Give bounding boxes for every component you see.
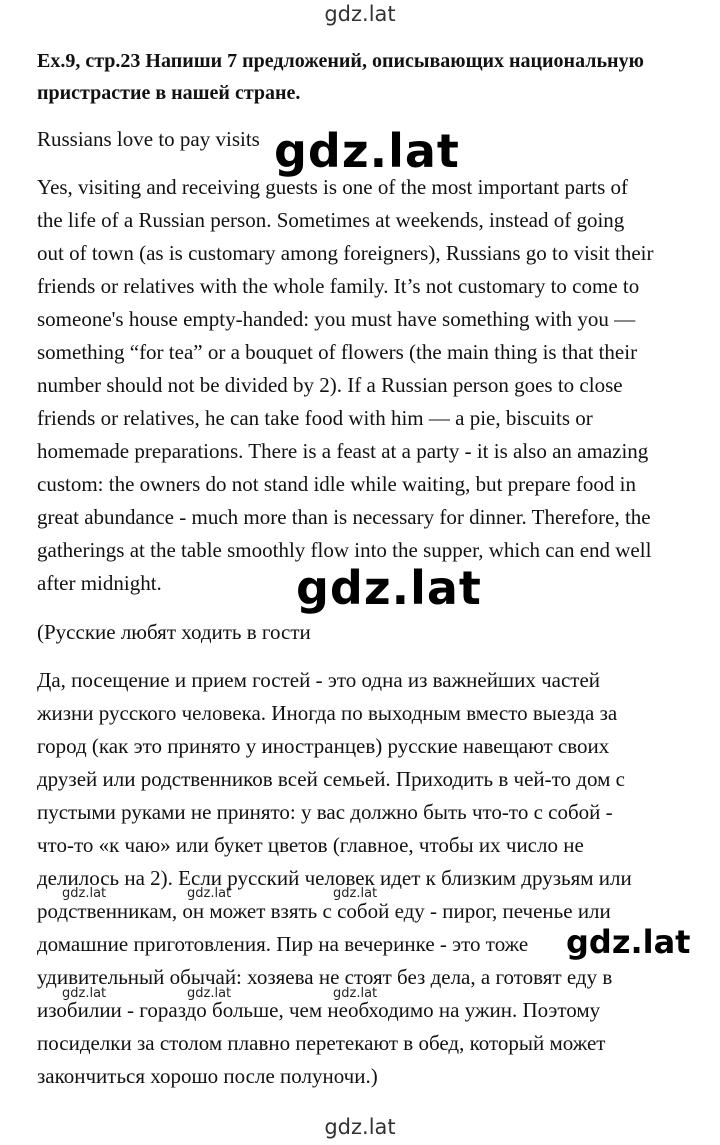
watermark-large-3: gdz.lat [566, 923, 691, 961]
russian-line: город (как это принято у иностранцев) русские навещают своих [37, 734, 610, 758]
english-line: number should not be divided by 2). If a Russian person goes to close [37, 373, 623, 397]
english-line: after midnight. [37, 571, 162, 595]
english-line: the life of a Russian person. Sometimes at weekends, instead of going [37, 208, 625, 232]
english-line: Yes, visiting and receiving guests is one of the most important parts of [37, 175, 629, 199]
russian-line: друзей или родственников всей семьей. Приходить в чей-то дом с [37, 767, 625, 791]
english-line: friends or relatives, he can take food with him — a pie, biscuits or [37, 406, 593, 430]
watermark-small: gdz.lat [62, 886, 107, 901]
english-line: someone's house empty-handed: you must have something with you — [37, 307, 636, 331]
watermark-top: gdz.lat [324, 2, 396, 26]
english-line: custom: the owners do not stand idle while waiting, but prepare food in [37, 472, 636, 496]
english-line: great abundance - much more than is necessary for dinner. Therefore, the [37, 505, 651, 529]
english-line: out of town (as is customary among foreigners), Russians go to visit their [37, 241, 654, 265]
english-line: friends or relatives with the whole family. It’s not customary to come to [37, 274, 640, 298]
russian-line: домашние приготовления. Пир на вечеринке - это тоже [37, 932, 529, 956]
russian-line: закончиться хорошо после полуночи.) [37, 1064, 378, 1088]
english-line: homemade preparations. There is a feast at a party - it is also an amazing [37, 439, 649, 463]
watermark-small: gdz.lat [187, 986, 232, 1001]
watermark-small: gdz.lat [62, 986, 107, 1001]
russian-line: родственникам, он может взять с собой еду - пирог, печенье или [37, 899, 611, 923]
english-title: Russians love to pay visits [37, 127, 260, 151]
watermark-large-1: gdz.lat [274, 124, 460, 178]
russian-line: жизни русского человека. Иногда по выходным вместо выезда за [37, 701, 618, 725]
exercise-heading: Ex.9, стр.23 Напиши 7 предложений, описывающих национальную пристрастие в нашей стране. [37, 50, 644, 104]
watermark-large-2: gdz.lat [296, 561, 482, 615]
watermark-small: gdz.lat [333, 886, 378, 901]
russian-line: изобилии - гораздо больше, чем необходимо на ужин. Поэтому [37, 998, 601, 1022]
english-line: something “for tea” or a bouquet of flowers (the main thing is that their [37, 340, 638, 364]
russian-line: что-то «к чаю» или букет цветов (главное, чтобы их число не [37, 833, 584, 857]
russian-line: делилось на 2). Если русский человек идет к близким друзьям или [37, 866, 632, 890]
russian-title: (Русские любят ходить в гости [37, 620, 311, 644]
watermark-small: gdz.lat [187, 886, 232, 901]
english-line: gatherings at the table smoothly flow into the supper, which can end well [37, 538, 652, 562]
russian-line: посиделки за столом плавно перетекают в обед, который может [37, 1031, 606, 1055]
watermark-bottom: gdz.lat [324, 1115, 396, 1139]
russian-line: Да, посещение и прием гостей - это одна из важнейших частей [37, 668, 601, 692]
russian-line: удивительный обычай: хозяева не стоят без дела, а готовят еду в [37, 965, 613, 989]
watermark-small: gdz.lat [333, 986, 378, 1001]
russian-line: пустыми руками не принято: у вас должно быть что-то с собой - [37, 800, 613, 824]
